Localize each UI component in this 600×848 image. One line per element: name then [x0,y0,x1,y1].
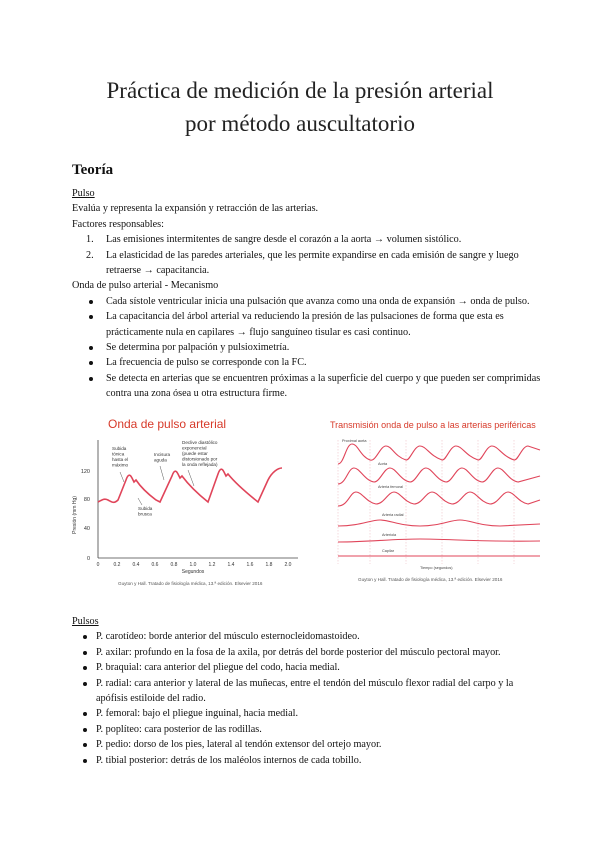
list-text: P. carotídeo: borde anterior del músculo esternocleidomastoideo. [96,631,360,643]
list-item [72,706,542,721]
label-capillary: Capilar [382,549,395,553]
y-tick: 0 [86,556,90,562]
waveform-proximal-aorta [338,444,540,464]
figure-right-caption: Guyton y Hall. Tratado de fisiología médica, 13.ª edición. Elsevier 2016 [358,577,503,582]
list-number: 1. [86,234,94,246]
x-tick: 1.2 [208,562,216,568]
x-tick: 0.2 [113,562,121,568]
x-tick: 0.4 [132,562,140,568]
pulsos-heading: Pulsos [72,616,99,627]
label-time: Tiempo (segundos) [420,566,453,570]
x-tick: 1.6 [246,562,254,568]
annotations [112,440,219,517]
bullet-icon [83,743,87,747]
list-number: 2. [86,249,94,261]
waveform-arteriole [338,539,540,542]
mecanismo-label: Onda de pulso arterial - Mecanismo [72,280,219,292]
factores-label: Factores responsables: [72,218,164,230]
bullet-icon [89,377,93,381]
x-axis-label: Segundos [181,569,205,575]
label-proximal-aorta: Proximal aorta [342,439,367,443]
grid-lines [338,440,514,564]
list-text: P. radial: cara anterior y lateral de las muñecas, entre el tendón del músculo flexor radial del carpo y la apófisis estiloide del radio. [96,677,514,705]
bullet-icon [83,651,87,655]
list-item [72,340,542,355]
list-item [72,294,542,309]
waveforms [338,444,540,556]
label-radial: Arteria radial [382,513,404,517]
bullet-icon [89,300,93,304]
section-heading: Teoría [72,162,114,178]
label-arteriole: Arteriola [382,533,397,537]
list-text: P. axilar: profundo en la fosa de la axila, por detrás del borde posterior del músculo pectoral mayor. [96,646,501,658]
pulso-section [72,186,542,402]
page-title [0,74,600,140]
waveform-aorta [338,468,540,484]
list-item [72,371,542,402]
x-tick: 0.6 [151,562,159,568]
list-item [72,737,542,752]
pulso-intro: Evalúa y representa la expansión y retracción de las arterias. [72,203,319,215]
list-text: P. femoral: bajo el pliegue inguinal, hacia medial. [96,708,298,720]
x-tick: 0.8 [170,562,178,568]
x-ticks [97,562,292,568]
list-item [72,629,542,644]
y-tick: 120 [80,469,90,475]
list-item [72,722,542,737]
x-tick: 0 [96,562,100,568]
list-text: La frecuencia de pulso se corresponde con la FC. [106,357,307,369]
bullet-icon [83,728,87,732]
x-tick: 1.4 [227,562,235,568]
list-text: Se detecta en arterias que se encuentren próximas a la superficie del cuerpo y que pueden ser comprimidas contra una zona ósea u otra estructura firme. [106,372,541,400]
list-item [72,645,542,660]
annotation-pointer [160,466,164,480]
list-item [72,753,542,768]
trace-labels [342,439,453,570]
bullet-icon [83,635,87,639]
list-text: Cada sístole ventricular inicia una pulsación que avanza como una onda de expansión → onda de pulso. [106,295,530,307]
annotation-incisura: Incisura aguda [154,452,171,463]
bullet-icon [83,712,87,716]
list-text: La elasticidad de las paredes arteriales, que les permite expandirse en cada emisión de sangre y luego retraerse → capacitancia. [106,249,519,277]
waveform-femoral [338,492,540,506]
pulse-wave-line [98,468,282,502]
list-item [72,660,542,675]
label-aorta: Aorta [378,462,388,466]
bullet-icon [83,666,87,670]
bullet-icon [89,346,93,350]
pulsos-section [72,614,542,768]
list-text: P. pedio: dorso de los pies, lateral al tendón extensor del ortejo mayor. [96,739,382,751]
list-text: Se determina por palpación y pulsioximetría. [106,342,290,354]
annotation-subida: Subida tónica hasta el máximo [112,446,129,468]
annotation-pointer [120,472,124,482]
title-line-1: Práctica de medición de la presión arterial [106,78,494,103]
x-tick: 1.8 [265,562,273,568]
figure-left-caption: Guyton y Hall. Tratado de fisiología médica, 13.ª edición. Elsevier 2016 [118,581,263,586]
bullet-icon [89,315,93,319]
y-axis-label: Presión (mm Hg) [72,496,78,534]
list-text: P. tibial posterior: detrás de los maléolos internos de cada tobillo. [96,754,362,766]
peripheral-transmission-figure [330,436,545,571]
list-item [72,232,542,247]
bullet-icon [83,759,87,763]
figure-left-title: Onda de pulso arterial [108,417,227,431]
list-text: La capacitancia del árbol arterial va reduciendo la presión de las pulsaciones de forma que esta es prácticamente nula en capilares → flujo sanguíneo tisular es casi continuo. [106,311,504,338]
list-item [72,248,542,279]
annotation-bajada: Subida brusca [138,506,153,517]
title-line-2: por método auscultatorio [185,111,415,136]
pulse-wave-figure [68,430,308,590]
list-text: Las emisiones intermitentes de sangre desde el corazón a la aorta → volumen sistólico. [106,234,462,246]
list-item [72,355,542,370]
y-tick: 80 [83,497,90,503]
list-text: P. poplíteo: cara posterior de las rodillas. [96,723,262,735]
annotation-pointer [138,498,142,505]
bullet-icon [83,682,87,686]
bullet-icon [89,361,93,365]
waveform-radial [338,520,540,526]
y-tick: 40 [83,526,90,532]
annotation-declive: Declive diastólico exponencial (puede estar distorsionado por la onda reflejada) [182,440,218,467]
x-tick: 2.0 [284,562,292,568]
pulso-heading: Pulso [72,188,95,199]
list-item [72,676,542,707]
x-tick: 1.0 [189,562,197,568]
list-text: P. braquial: cara anterior del pliegue del codo, hacia medial. [96,662,340,674]
list-item [72,309,542,340]
label-femoral: Arteria femoral [378,485,403,489]
figure-right-title: Transmisión onda de pulso a las arterias periféricas [330,420,536,430]
